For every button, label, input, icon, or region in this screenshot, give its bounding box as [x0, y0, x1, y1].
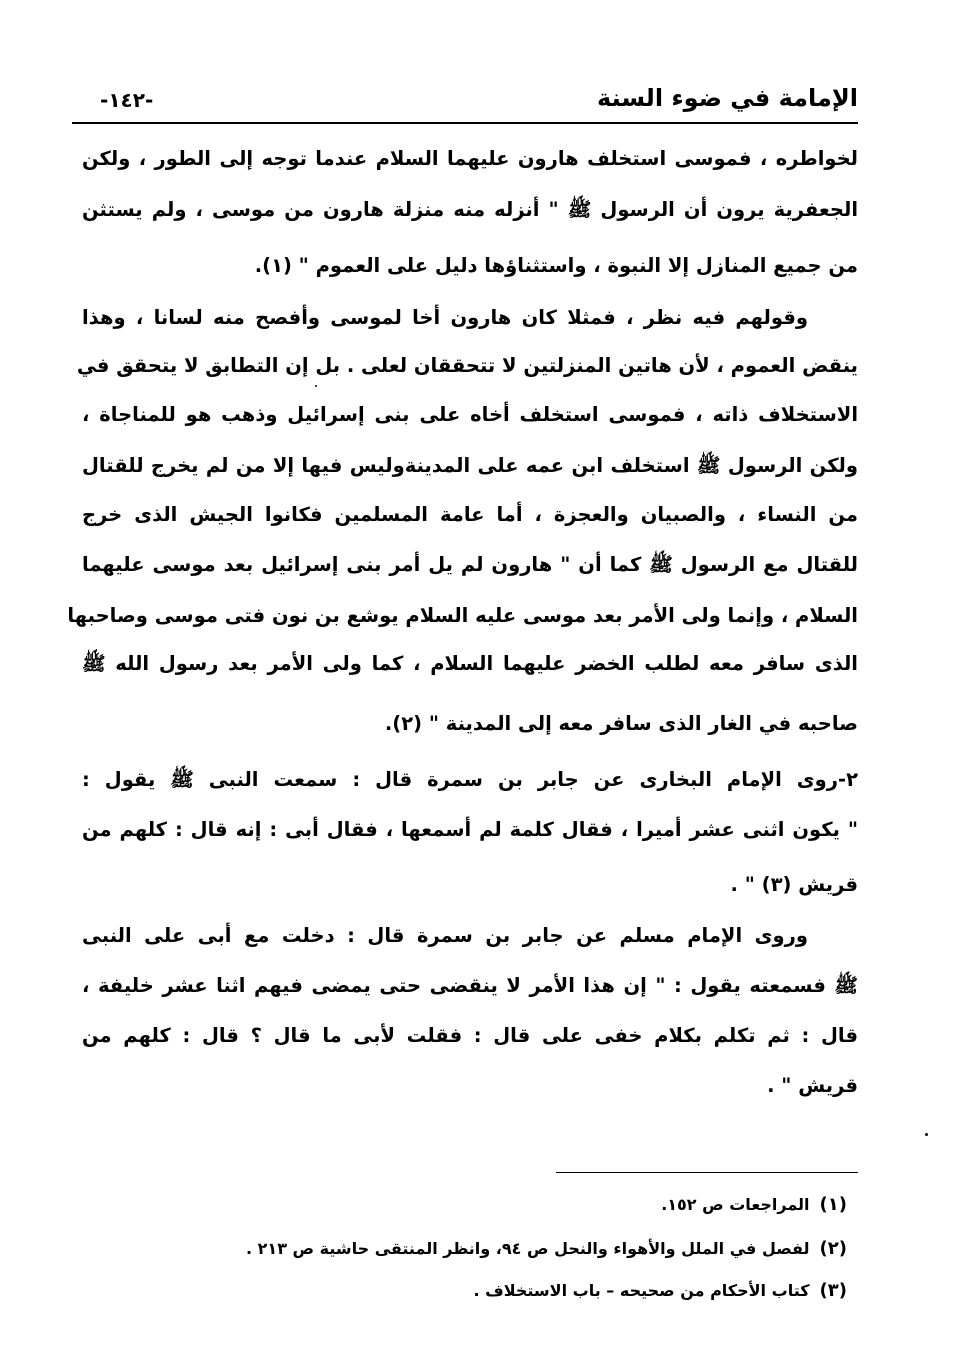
text-line: قريش " .: [767, 1074, 858, 1097]
footnote: [473, 1276, 847, 1306]
text-line: من جميع المنازل إلا النبوة ، واستثناؤها دليل على العموم " (١).: [254, 254, 858, 277]
text-line: الجعفرية يرون أن الرسول ﷺ " أنزله منه منزلة هارون من موسى ، ولم يستثن: [82, 198, 858, 221]
text-line: الاستخلاف ذاته ، فموسى استخلف أخاه على بنى إسرائيل وذهب هو للمناجاة ،: [82, 403, 858, 426]
text-line: وروى الإمام مسلم عن جابر بن سمرة قال : دخلت مع أبى على النبى: [82, 924, 808, 947]
page-header: [72, 78, 858, 124]
text-line: ينقض العموم ، لأن هاتين المنزلتين لا تتحققان لعلى . بل إن التطابق لا يتحقق في: [76, 354, 858, 377]
footnote-text: كتاب الأحكام من صحيحه – باب الاستخلاف .: [473, 1281, 810, 1300]
footnote-text: المراجعات ص ١٥٢.: [661, 1195, 810, 1214]
footnote: [661, 1190, 847, 1220]
text-line: " يكون اثنى عشر أميرا ، فقال كلمة لم أسمعها ، فقال أبى : إنه قال : كلهم من: [82, 818, 858, 841]
scan-speck: [315, 385, 317, 387]
text-line: ﷺ فسمعته يقول : " إن هذا الأمر لا ينقضى حتى يمضى فيهم اثنا عشر خليفة ،: [82, 974, 858, 997]
footnote-text: لفصل في الملل والأهواء والنحل ص ٩٤، وانظر المنتقى حاشية ص ٢١٣ .: [246, 1239, 810, 1258]
book-title: الإمامة في ضوء السنة: [597, 84, 858, 112]
footnote-mark: (٣): [819, 1280, 847, 1301]
text-line: لخواطره ، فموسى استخلف هارون عليهما السلام عندما توجه إلى الطور ، ولكن: [82, 147, 858, 170]
text-line: صاحبه في الغار الذى سافر معه إلى المدينة " (٢).: [384, 712, 858, 735]
text-line: ٢-روى الإمام البخارى عن جابر بن سمرة قال : سمعت النبى ﷺ يقول :: [82, 768, 858, 791]
text-line: وقولهم فيه نظر ، فمثلا كان هارون أخا لموسى وأفصح منه لسانا ، وهذا: [82, 306, 808, 329]
page-number: -١٤٢-: [100, 88, 154, 112]
footnote: [246, 1234, 847, 1264]
text-line: ولكن الرسول ﷺ استخلف ابن عمه على المدينةوليس فيها إلا من لم يخرج للقتال: [82, 454, 858, 477]
text-line: من النساء ، والصبيان والعجزة ، أما عامة المسلمين فكانوا الجيش الذى خرج: [82, 503, 858, 526]
text-line: قال : ثم تكلم بكلام خفى على قال : فقلت لأبى ما قال ؟ قال : كلهم من: [82, 1024, 858, 1047]
text-line: للقتال مع الرسول ﷺ كما أن " هارون لم يل أمر بنى إسرائيل بعد موسى عليهما: [82, 553, 858, 576]
scan-speck: [925, 1133, 928, 1136]
text-line: السلام ، وإنما ولى الأمر بعد موسى عليه السلام يوشع بن نون فتى موسى وصاحبها: [67, 604, 858, 627]
text-line: الذى سافر معه لطلب الخضر عليهما السلام ، كما ولى الأمر بعد رسول الله ﷺ: [82, 652, 858, 675]
text-line: قريش (٣) " .: [730, 873, 858, 896]
footnote-divider: [556, 1172, 858, 1173]
footnote-mark: (٢): [819, 1238, 847, 1259]
footnote-mark: (١): [819, 1194, 847, 1215]
